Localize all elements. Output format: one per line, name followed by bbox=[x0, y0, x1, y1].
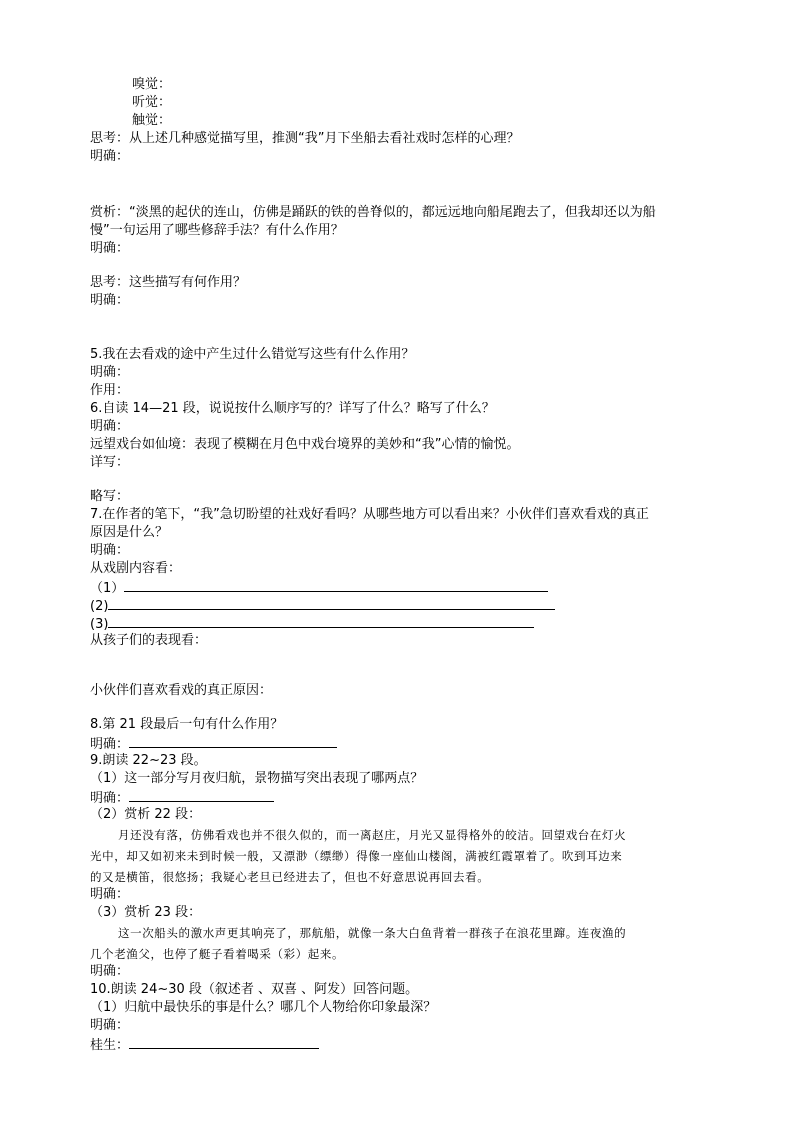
passage-23-line-2: 几个老渔父，也停了艇子看着喝采（彩）起来。 bbox=[90, 947, 345, 961]
guisheng-with-blank bbox=[90, 1036, 319, 1054]
think-question-2: 思考：这些描写有何作用？ bbox=[90, 275, 247, 290]
clarify-label: 明确： bbox=[90, 1018, 130, 1033]
clarify-with-blank bbox=[90, 789, 274, 807]
think-question-1: 思考：从上述几种感觉描写里，推测“我”月下坐船去看社戏时怎样的心理？ bbox=[90, 131, 520, 146]
item-label: (3) bbox=[90, 617, 109, 632]
question-10-1: （1）归航中最快乐的事是什么？哪几个人物给你印象最深？ bbox=[90, 1000, 437, 1015]
question-9: 9.朗读 22~23 段。 bbox=[90, 753, 207, 768]
question-9-2: （2）赏析 22 段： bbox=[90, 807, 202, 822]
question-9-1: （1）这一部分写月夜归航，景物描写突出表现了哪两点？ bbox=[90, 771, 424, 786]
clarify-label: 明确： bbox=[90, 887, 130, 902]
answer-blank[interactable] bbox=[129, 735, 337, 748]
effect-label: 作用： bbox=[90, 383, 130, 398]
item-label: （1） bbox=[90, 581, 125, 596]
content-item-1 bbox=[90, 579, 548, 597]
passage-22-line-3: 的又是横笛，很悠扬；我疑心老旦已经进去了，但也不好意思说再回去看。 bbox=[90, 870, 490, 884]
content-item-2 bbox=[90, 597, 555, 615]
clarify-label: 明确： bbox=[90, 365, 130, 380]
clarify-with-blank bbox=[90, 735, 337, 753]
clarify-label: 明确： bbox=[90, 737, 130, 752]
answer-blank[interactable] bbox=[108, 615, 534, 628]
from-children-label: 从孩子们的表现看： bbox=[90, 633, 208, 648]
clarify-label: 明确： bbox=[90, 149, 130, 164]
answer-blank[interactable] bbox=[108, 597, 555, 610]
clarify-label: 明确： bbox=[90, 791, 130, 806]
sense-hearing: 听觉： bbox=[132, 95, 172, 110]
question-7-line-1: 7.在作者的笔下，“我”急切盼望的社戏好看吗？从哪些地方可以看出来？小伙伴们喜欢看戏的真正 bbox=[90, 507, 649, 522]
passage-22-line-1: 月还没有落，仿佛看戏也并不很久似的，而一离赵庄，月光又显得格外的皎洁。回望戏台在灯火 bbox=[118, 828, 627, 842]
appreciate-question-line-1: 赏析：“淡黑的起伏的连山，仿佛是踊跃的铁的兽脊似的，都远远地向船尾跑去了，但我却还以为船 bbox=[90, 205, 656, 220]
answer-blank[interactable] bbox=[129, 789, 274, 802]
question-7-line-2: 原因是什么？ bbox=[90, 525, 169, 540]
sense-smell: 嗅觉： bbox=[132, 77, 172, 92]
clarify-label: 明确： bbox=[90, 293, 130, 308]
question-10: 10.朗读 24~30 段（叙述者 、双喜 、阿发）回答问题。 bbox=[90, 982, 419, 997]
clarify-label: 明确： bbox=[90, 241, 130, 256]
clarify-label: 明确： bbox=[90, 964, 130, 979]
question-6: 6.自读 14—21 段，说说按什么顺序写的？详写了什么？略写了什么？ bbox=[90, 401, 495, 416]
view-stage-note: 远望戏台如仙境：表现了模糊在月色中戏台境界的美妙和“我”心情的愉悦。 bbox=[90, 437, 520, 452]
question-9-3: （3）赏析 23 段： bbox=[90, 905, 202, 920]
item-label: (2) bbox=[90, 599, 109, 614]
question-8: 8.第 21 段最后一句有什么作用？ bbox=[90, 717, 284, 732]
question-5: 5.我在去看戏的途中产生过什么错觉写这些有什么作用？ bbox=[90, 347, 415, 362]
brief-label: 略写： bbox=[90, 489, 130, 504]
detailed-label: 详写： bbox=[90, 455, 130, 470]
guisheng-label: 桂生： bbox=[90, 1038, 130, 1053]
passage-22-line-2: 光中，却又如初来未到时候一般，又漂渺（缥缈）得像一座仙山楼阁，满被红霞罩着了。吹到耳边来 bbox=[90, 849, 623, 863]
appreciate-question-line-2: 慢”一句运用了哪些修辞手法？有什么作用？ bbox=[90, 223, 344, 238]
passage-23-line-1: 这一次船头的激水声更其响亮了，那航船，就像一条大白鱼背着一群孩子在浪花里蹿。连夜渔的 bbox=[118, 926, 627, 940]
content-item-3 bbox=[90, 615, 534, 633]
sense-touch: 触觉： bbox=[132, 113, 172, 128]
answer-blank[interactable] bbox=[124, 579, 548, 592]
real-reason-label: 小伙伴们喜欢看戏的真正原因： bbox=[90, 683, 273, 698]
clarify-label: 明确： bbox=[90, 419, 130, 434]
from-content-label: 从戏剧内容看： bbox=[90, 561, 182, 576]
answer-blank[interactable] bbox=[129, 1036, 319, 1049]
clarify-label: 明确： bbox=[90, 543, 130, 558]
